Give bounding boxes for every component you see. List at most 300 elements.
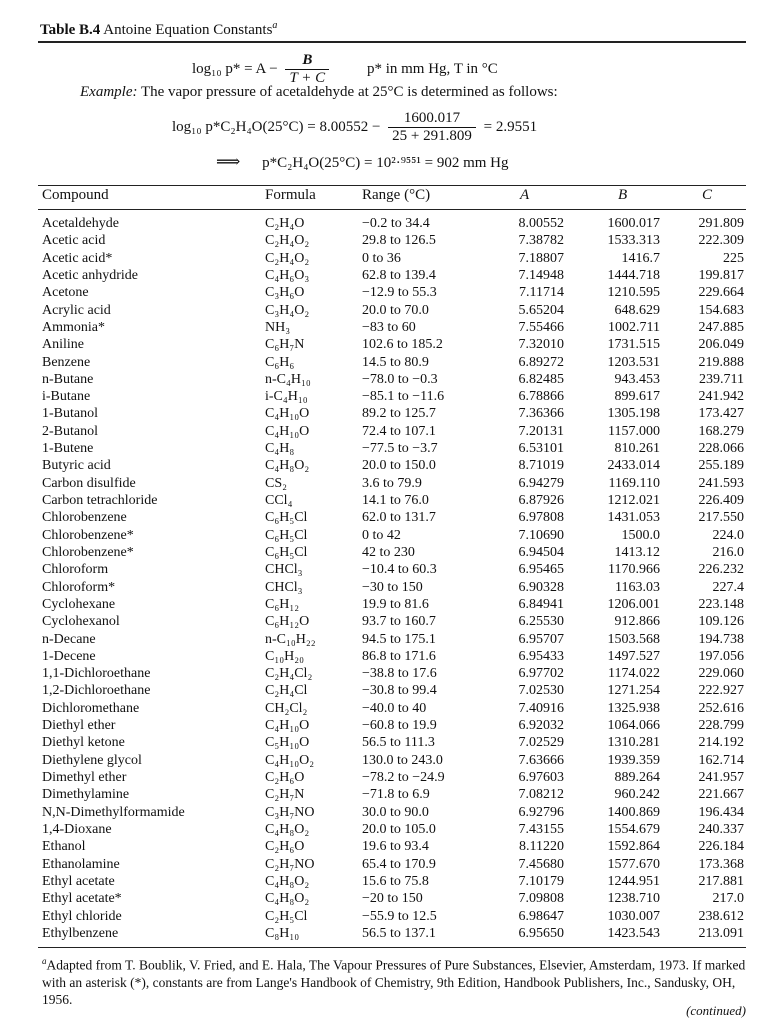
equation-numerator: B bbox=[285, 52, 329, 70]
c-value-cell: 291.809 bbox=[698, 216, 744, 231]
table-row bbox=[0, 232, 768, 249]
formula-cell: C₂H₇N bbox=[265, 787, 305, 803]
c-value-cell: 217.0 bbox=[712, 891, 744, 907]
a-value-cell: 7.63666 bbox=[518, 752, 564, 768]
compound-cell: Carbon tetrachloride bbox=[42, 493, 158, 508]
b-value-cell: 1592.864 bbox=[607, 839, 660, 855]
a-value-cell: 7.40916 bbox=[518, 700, 564, 716]
header-c: C bbox=[702, 187, 713, 203]
b-value-cell: 1939.359 bbox=[607, 752, 660, 768]
formula-cell: C₆H₅Cl bbox=[265, 510, 308, 526]
formula-cell: C₄H₆O₃ bbox=[265, 267, 310, 283]
range-cell: −78.2 to −24.9 bbox=[362, 770, 445, 785]
b-value-cell: 960.242 bbox=[614, 787, 660, 803]
b-value-cell: 1310.281 bbox=[607, 735, 660, 751]
compound-cell: Chloroform* bbox=[42, 579, 116, 595]
compound-cell: N,N-Dimethylformamide bbox=[42, 804, 185, 820]
table-row bbox=[0, 752, 768, 769]
compound-cell: 1-Butene bbox=[42, 441, 94, 457]
compound-cell: Chlorobenzene* bbox=[42, 544, 134, 560]
header-a: A bbox=[520, 187, 530, 203]
compound-cell: Ethyl acetate* bbox=[42, 891, 122, 907]
equation-lhs: log₁₀ p* = A − bbox=[192, 60, 278, 77]
formula-cell: NH₃ bbox=[265, 319, 291, 335]
a-value-cell: 6.78866 bbox=[518, 389, 564, 405]
b-value-cell: 1206.001 bbox=[607, 596, 660, 612]
table-row bbox=[0, 648, 768, 665]
c-value-cell: 227.4 bbox=[712, 579, 744, 595]
example-denominator: 25 + 291.809 bbox=[392, 128, 472, 144]
c-value-cell: 241.593 bbox=[698, 475, 744, 491]
compound-cell: Benzene bbox=[42, 354, 91, 370]
range-cell: 0 to 42 bbox=[362, 527, 401, 543]
compound-cell: Acetaldehyde bbox=[42, 216, 119, 231]
formula-cell: C₆H₅Cl bbox=[265, 544, 308, 560]
range-cell: −60.8 to 19.9 bbox=[362, 718, 437, 734]
range-cell: −10.4 to 60.3 bbox=[362, 562, 437, 578]
formula-cell: C₄H₁₀O₂ bbox=[265, 752, 315, 768]
c-value-cell: 228.799 bbox=[698, 718, 744, 734]
table-row bbox=[0, 527, 768, 544]
compound-cell: Diethyl ketone bbox=[42, 735, 125, 751]
formula-cell: C₂H₄O₂ bbox=[265, 233, 310, 249]
formula-cell: CCl₄ bbox=[265, 493, 293, 508]
a-value-cell: 7.43155 bbox=[518, 821, 564, 837]
formula-cell: C₂H₅Cl bbox=[265, 908, 308, 924]
c-value-cell: 217.550 bbox=[698, 510, 744, 526]
formula-cell: C₂H₄Cl₂ bbox=[265, 666, 313, 682]
range-cell: −20 to 150 bbox=[362, 891, 423, 907]
footnote bbox=[42, 953, 748, 1008]
range-cell: 94.5 to 175.1 bbox=[362, 631, 436, 647]
c-value-cell: 216.0 bbox=[712, 544, 744, 560]
footnote-text: Adapted from T. Boublik, V. Fried, and E. Hala, The Vapour Pressures of Pure Substances, Elsevier, Amsterdam, 1973. If marked with an asterisk (*), constants are from Lange's Handbook of Chemistry, 9th Edition, Handbook Publishers, Inc., Sandusky, OH, 1956. bbox=[42, 957, 746, 1007]
b-value-cell: 1169.110 bbox=[608, 475, 660, 491]
table-row bbox=[0, 319, 768, 336]
compound-cell: Diethyl ether bbox=[42, 718, 116, 734]
a-value-cell: 6.82485 bbox=[518, 371, 564, 387]
formula-cell: C₄H₈O₂ bbox=[265, 821, 310, 837]
a-value-cell: 6.89272 bbox=[518, 354, 564, 370]
a-value-cell: 7.02530 bbox=[518, 683, 564, 699]
table-row bbox=[0, 682, 768, 699]
table-row bbox=[0, 890, 768, 907]
bottom-rule bbox=[38, 947, 746, 948]
table-row bbox=[0, 267, 768, 284]
implies-arrow-icon: ⟹ bbox=[216, 152, 241, 171]
table-row bbox=[0, 873, 768, 890]
table-row bbox=[0, 786, 768, 803]
formula-cell: C₆H₇N bbox=[265, 337, 305, 353]
a-value-cell: 6.92796 bbox=[518, 804, 564, 820]
formula-cell: C₆H₁₂O bbox=[265, 614, 310, 630]
formula-cell: C₄H₁₀O bbox=[265, 406, 310, 422]
table-title bbox=[40, 20, 277, 39]
formula-cell: C₆H₅Cl bbox=[265, 527, 308, 543]
table-row bbox=[0, 475, 768, 492]
compound-cell: Ethanol bbox=[42, 839, 86, 855]
example-result: p*C₂H₄O(25°C) = 10²·⁹⁵⁵¹ = 902 mm Hg bbox=[262, 155, 509, 171]
formula-cell: C₂H₄O₂ bbox=[265, 250, 310, 266]
table-row bbox=[0, 336, 768, 353]
a-value-cell: 6.84941 bbox=[518, 596, 564, 612]
example-equation-1 bbox=[172, 110, 537, 145]
example-numerator: 1600.017 bbox=[388, 110, 476, 128]
formula-cell: C₂H₇NO bbox=[265, 856, 315, 872]
compound-cell: Dichloromethane bbox=[42, 700, 140, 716]
formula-cell: C₄H₈O₂ bbox=[265, 873, 310, 889]
a-value-cell: 6.97702 bbox=[518, 666, 564, 682]
a-value-cell: 6.98647 bbox=[518, 908, 564, 924]
range-cell: 20.0 to 105.0 bbox=[362, 821, 436, 837]
range-cell: −30.8 to 99.4 bbox=[362, 683, 437, 699]
table-row bbox=[0, 579, 768, 596]
range-cell: −55.9 to 12.5 bbox=[362, 908, 437, 924]
table-row bbox=[0, 561, 768, 578]
formula-cell: C₄H₈ bbox=[265, 441, 295, 457]
formula-cell: C₆H₁₂ bbox=[265, 596, 300, 612]
c-value-cell: 226.409 bbox=[698, 493, 744, 508]
table-row bbox=[0, 856, 768, 873]
range-cell: 65.4 to 170.9 bbox=[362, 856, 436, 872]
c-value-cell: 154.683 bbox=[698, 302, 744, 318]
b-value-cell: 648.629 bbox=[614, 302, 660, 318]
b-value-cell: 1577.670 bbox=[607, 856, 660, 872]
range-cell: 56.5 to 111.3 bbox=[362, 735, 435, 751]
compound-cell: i-Butane bbox=[42, 389, 91, 405]
header-bottom-rule bbox=[38, 209, 746, 210]
c-value-cell: 168.279 bbox=[698, 423, 744, 439]
a-value-cell: 8.11220 bbox=[519, 839, 564, 855]
range-cell: 130.0 to 243.0 bbox=[362, 752, 443, 768]
c-value-cell: 221.667 bbox=[698, 787, 744, 803]
b-value-cell: 912.866 bbox=[614, 614, 660, 630]
table-row bbox=[0, 215, 768, 232]
equation-units: p* in mm Hg, T in °C bbox=[366, 60, 498, 77]
b-value-cell: 1731.515 bbox=[607, 337, 660, 353]
a-value-cell: 7.38782 bbox=[518, 233, 564, 249]
compound-cell: Aniline bbox=[42, 337, 84, 353]
example-rhs: = 2.9551 bbox=[483, 118, 538, 135]
table-row bbox=[0, 250, 768, 267]
table-row bbox=[0, 613, 768, 630]
formula-cell: C₂H₄O bbox=[265, 216, 305, 231]
range-cell: −71.8 to 6.9 bbox=[362, 787, 430, 803]
b-value-cell: 1423.543 bbox=[607, 925, 660, 941]
range-cell: 19.6 to 93.4 bbox=[362, 839, 429, 855]
table-row bbox=[0, 388, 768, 405]
c-value-cell: 247.885 bbox=[698, 319, 744, 335]
range-cell: −0.2 to 34.4 bbox=[362, 216, 430, 231]
formula-cell: CHCl₃ bbox=[265, 562, 303, 578]
a-value-cell: 6.94504 bbox=[518, 544, 564, 560]
table-title-text: Antoine Equation Constants bbox=[103, 22, 273, 38]
a-value-cell: 7.55466 bbox=[518, 319, 564, 335]
top-rule bbox=[38, 41, 746, 43]
a-value-cell: 6.92032 bbox=[518, 718, 564, 734]
table-row bbox=[0, 509, 768, 526]
b-value-cell: 1157.000 bbox=[608, 423, 660, 439]
compound-cell: Acrylic acid bbox=[42, 302, 111, 318]
header-compound: Compound bbox=[42, 187, 109, 203]
b-value-cell: 1212.021 bbox=[607, 493, 660, 508]
c-value-cell: 194.738 bbox=[698, 631, 744, 647]
formula-cell: n-C₁₀H₂₂ bbox=[265, 631, 316, 647]
compound-cell: Acetone bbox=[42, 285, 89, 301]
range-cell: 42 to 230 bbox=[362, 544, 415, 560]
c-value-cell: 173.368 bbox=[698, 856, 744, 872]
a-value-cell: 6.97808 bbox=[518, 510, 564, 526]
a-value-cell: 7.10179 bbox=[518, 873, 564, 889]
compound-cell: Ethanolamine bbox=[42, 856, 120, 872]
c-value-cell: 197.056 bbox=[698, 648, 744, 664]
table-row bbox=[0, 804, 768, 821]
table-row bbox=[0, 734, 768, 751]
range-cell: 89.2 to 125.7 bbox=[362, 406, 436, 422]
a-value-cell: 6.90328 bbox=[518, 579, 564, 595]
range-cell: −30 to 150 bbox=[362, 579, 423, 595]
formula-cell: C₃H₄O₂ bbox=[265, 302, 310, 318]
formula-cell: C₈H₁₀ bbox=[265, 925, 300, 941]
formula-cell: C₆H₆ bbox=[265, 354, 295, 370]
compound-cell: Cyclohexane bbox=[42, 596, 116, 612]
a-value-cell: 7.10690 bbox=[518, 527, 564, 543]
header-range: Range (°C) bbox=[362, 187, 431, 203]
compound-cell: n-Butane bbox=[42, 371, 94, 387]
compound-cell: n-Decane bbox=[42, 631, 96, 647]
range-cell: −85.1 to −11.6 bbox=[362, 389, 445, 405]
example-fraction bbox=[388, 110, 476, 145]
table-row bbox=[0, 769, 768, 786]
table-row bbox=[0, 821, 768, 838]
compound-cell: Ethylbenzene bbox=[42, 925, 119, 941]
range-cell: −38.8 to 17.6 bbox=[362, 666, 437, 682]
range-cell: −83 to 60 bbox=[362, 319, 416, 335]
b-value-cell: 1271.254 bbox=[607, 683, 660, 699]
formula-cell: C₂H₆O bbox=[265, 770, 305, 785]
formula-cell: CS₂ bbox=[265, 475, 288, 491]
a-value-cell: 7.45680 bbox=[518, 856, 564, 872]
c-value-cell: 228.066 bbox=[698, 441, 744, 457]
table-row bbox=[0, 457, 768, 474]
b-value-cell: 1170.966 bbox=[608, 562, 660, 578]
c-value-cell: 241.942 bbox=[698, 389, 744, 405]
range-cell: 3.6 to 79.9 bbox=[362, 475, 422, 491]
compound-cell: Chlorobenzene* bbox=[42, 527, 134, 543]
b-value-cell: 1163.03 bbox=[615, 579, 660, 595]
compound-cell: Butyric acid bbox=[42, 458, 111, 474]
b-value-cell: 1533.313 bbox=[607, 233, 660, 249]
table-number: Table B.4 bbox=[40, 22, 101, 38]
range-cell: 20.0 to 150.0 bbox=[362, 458, 436, 474]
c-value-cell: 206.049 bbox=[698, 337, 744, 353]
column-headers bbox=[0, 187, 768, 207]
formula-cell: CH₂Cl₂ bbox=[265, 700, 308, 716]
a-value-cell: 5.65204 bbox=[518, 302, 564, 318]
a-value-cell: 6.94279 bbox=[518, 475, 564, 491]
range-cell: −40.0 to 40 bbox=[362, 700, 427, 716]
range-cell: 29.8 to 126.5 bbox=[362, 233, 436, 249]
range-cell: 62.8 to 139.4 bbox=[362, 267, 436, 283]
c-value-cell: 229.060 bbox=[698, 666, 744, 682]
table-row bbox=[0, 440, 768, 457]
table-row bbox=[0, 631, 768, 648]
table-row bbox=[0, 371, 768, 388]
example-text bbox=[80, 84, 558, 101]
table-row bbox=[0, 717, 768, 734]
b-value-cell: 1238.710 bbox=[607, 891, 660, 907]
formula-cell: C₁₀H₂₀ bbox=[265, 648, 304, 664]
c-value-cell: 222.927 bbox=[698, 683, 744, 699]
compound-cell: 1,4-Dioxane bbox=[42, 821, 112, 837]
antoine-equation bbox=[192, 52, 498, 87]
table-row bbox=[0, 302, 768, 319]
b-value-cell: 1554.679 bbox=[607, 821, 660, 837]
equation-denominator: T + C bbox=[289, 70, 326, 86]
range-cell: 86.8 to 171.6 bbox=[362, 648, 436, 664]
a-value-cell: 7.09808 bbox=[518, 891, 564, 907]
a-value-cell: 6.53101 bbox=[518, 441, 564, 457]
b-value-cell: 1416.7 bbox=[621, 250, 660, 266]
c-value-cell: 226.232 bbox=[698, 562, 744, 578]
c-value-cell: 214.192 bbox=[698, 735, 744, 751]
a-value-cell: 6.95650 bbox=[518, 925, 564, 941]
formula-cell: C₅H₁₀O bbox=[265, 735, 310, 751]
b-value-cell: 1413.12 bbox=[614, 544, 660, 560]
formula-cell: CHCl₃ bbox=[265, 579, 303, 595]
range-cell: 93.7 to 160.7 bbox=[362, 614, 436, 630]
table-row bbox=[0, 354, 768, 371]
c-value-cell: 226.184 bbox=[698, 839, 744, 855]
compound-cell: 1,1-Dichloroethane bbox=[42, 666, 151, 682]
b-value-cell: 2433.014 bbox=[607, 458, 660, 474]
b-value-cell: 1002.711 bbox=[608, 319, 660, 335]
c-value-cell: 109.126 bbox=[698, 614, 744, 630]
c-value-cell: 217.881 bbox=[698, 873, 744, 889]
compound-cell: Ethyl chloride bbox=[42, 908, 122, 924]
range-cell: 62.0 to 131.7 bbox=[362, 510, 436, 526]
b-value-cell: 1600.017 bbox=[607, 216, 660, 231]
b-value-cell: 889.264 bbox=[614, 770, 660, 785]
c-value-cell: 255.189 bbox=[698, 458, 744, 474]
table-row bbox=[0, 908, 768, 925]
c-value-cell: 252.616 bbox=[698, 700, 744, 716]
a-value-cell: 6.95465 bbox=[518, 562, 564, 578]
a-value-cell: 6.95707 bbox=[518, 631, 564, 647]
table-row bbox=[0, 405, 768, 422]
formula-cell: i-C₄H₁₀ bbox=[265, 389, 308, 405]
compound-cell: Cyclohexanol bbox=[42, 614, 120, 630]
a-value-cell: 7.36366 bbox=[518, 406, 564, 422]
formula-cell: C₂H₆O bbox=[265, 839, 305, 855]
formula-cell: C₄H₈O₂ bbox=[265, 891, 310, 907]
b-value-cell: 1305.198 bbox=[607, 406, 660, 422]
b-value-cell: 1210.595 bbox=[607, 285, 660, 301]
c-value-cell: 225 bbox=[723, 250, 744, 266]
table-row bbox=[0, 665, 768, 682]
c-value-cell: 223.148 bbox=[698, 596, 744, 612]
table-body bbox=[0, 215, 768, 942]
range-cell: 14.1 to 76.0 bbox=[362, 493, 429, 508]
range-cell: 14.5 to 80.9 bbox=[362, 354, 429, 370]
compound-cell: 1,2-Dichloroethane bbox=[42, 683, 151, 699]
b-value-cell: 1500.0 bbox=[621, 527, 660, 543]
a-value-cell: 6.87926 bbox=[518, 493, 564, 508]
formula-cell: n-C₄H₁₀ bbox=[265, 371, 311, 387]
table-row bbox=[0, 838, 768, 855]
c-value-cell: 229.664 bbox=[698, 285, 744, 301]
b-value-cell: 1244.951 bbox=[607, 873, 660, 889]
header-b: B bbox=[618, 187, 628, 203]
c-value-cell: 224.0 bbox=[712, 527, 744, 543]
b-value-cell: 1497.527 bbox=[607, 648, 660, 664]
range-cell: 30.0 to 90.0 bbox=[362, 804, 429, 820]
a-value-cell: 7.32010 bbox=[518, 337, 564, 353]
compound-cell: Acetic anhydride bbox=[42, 267, 139, 283]
a-value-cell: 7.11714 bbox=[519, 285, 564, 301]
table-row bbox=[0, 700, 768, 717]
b-value-cell: 1030.007 bbox=[607, 908, 660, 924]
a-value-cell: 8.00552 bbox=[518, 216, 564, 231]
example-description: The vapor pressure of acetaldehyde at 25°C is determined as follows: bbox=[140, 84, 558, 100]
table-row bbox=[0, 596, 768, 613]
range-cell: −78.0 to −0.3 bbox=[362, 371, 438, 387]
compound-cell: Chloroform bbox=[42, 562, 109, 578]
example-lead: Example: bbox=[80, 84, 138, 100]
compound-cell: Carbon disulfide bbox=[42, 475, 136, 491]
formula-cell: C₃H₇NO bbox=[265, 804, 315, 820]
b-value-cell: 1174.022 bbox=[608, 666, 660, 682]
c-value-cell: 241.957 bbox=[698, 770, 744, 785]
c-value-cell: 239.711 bbox=[699, 371, 744, 387]
c-value-cell: 213.091 bbox=[698, 925, 744, 941]
example-equation-2 bbox=[216, 152, 509, 172]
c-value-cell: 222.309 bbox=[698, 233, 744, 249]
b-value-cell: 810.261 bbox=[614, 441, 660, 457]
a-value-cell: 6.25530 bbox=[518, 614, 564, 630]
compound-cell: Acetic acid* bbox=[42, 250, 113, 266]
formula-cell: C₄H₁₀O bbox=[265, 423, 310, 439]
compound-cell: Ethyl acetate bbox=[42, 873, 115, 889]
b-value-cell: 1503.568 bbox=[607, 631, 660, 647]
range-cell: −12.9 to 55.3 bbox=[362, 285, 437, 301]
compound-cell: Dimethyl ether bbox=[42, 770, 127, 785]
equation-fraction bbox=[285, 52, 329, 87]
range-cell: 0 to 36 bbox=[362, 250, 401, 266]
a-value-cell: 6.97603 bbox=[518, 770, 564, 785]
continued-label: (continued) bbox=[686, 1003, 746, 1018]
formula-cell: C₂H₄Cl bbox=[265, 683, 308, 699]
formula-cell: C₄H₈O₂ bbox=[265, 458, 310, 474]
a-value-cell: 7.20131 bbox=[518, 423, 564, 439]
compound-cell: 1-Butanol bbox=[42, 406, 98, 422]
compound-cell: Acetic acid bbox=[42, 233, 106, 249]
table-row bbox=[0, 925, 768, 942]
b-value-cell: 943.453 bbox=[614, 371, 660, 387]
range-cell: 20.0 to 70.0 bbox=[362, 302, 429, 318]
table-row bbox=[0, 284, 768, 301]
compound-cell: Dimethylamine bbox=[42, 787, 130, 803]
c-value-cell: 162.714 bbox=[698, 752, 744, 768]
b-value-cell: 1064.066 bbox=[607, 718, 660, 734]
b-value-cell: 1400.869 bbox=[607, 804, 660, 820]
b-value-cell: 1431.053 bbox=[607, 510, 660, 526]
compound-cell: 2-Butanol bbox=[42, 423, 98, 439]
b-value-cell: 1325.938 bbox=[607, 700, 660, 716]
table-row bbox=[0, 423, 768, 440]
c-value-cell: 238.612 bbox=[698, 908, 744, 924]
a-value-cell: 7.14948 bbox=[518, 267, 564, 283]
